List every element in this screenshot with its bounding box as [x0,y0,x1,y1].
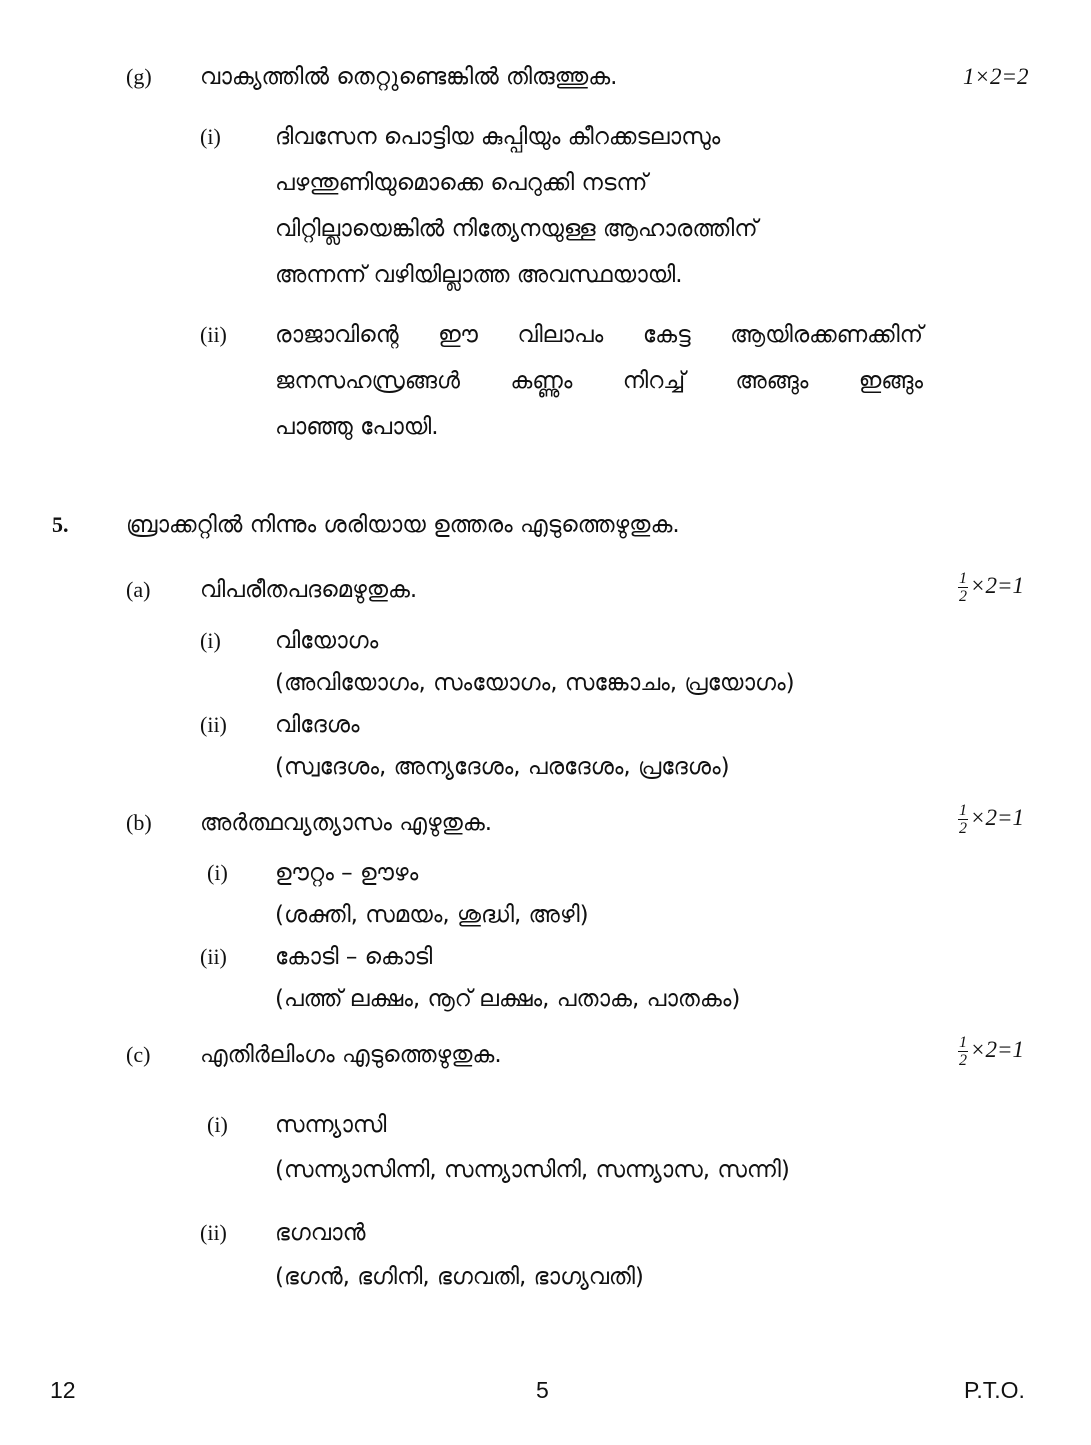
q5a-marks-denominator: 2 [959,588,967,605]
q5b-i-options: (ശക്തി, സമയം, ശുദ്ധി, അഴി) [275,902,589,928]
q5c-marks-numerator: 1 [959,1034,967,1051]
q5-number: 5. [52,512,69,537]
q5b-marks-numerator: 1 [959,802,967,819]
q4g-ii-label: (ii) [200,322,227,347]
q4g-marks: 1×2=2 [963,64,1029,89]
q5a-ii-word: വിദേശം [275,712,360,738]
q4g-ii-line-2: ജനസഹസ്രങ്ങൾ കണ്ണും നിറച്ച് അങ്ങും ഇങ്ങും [275,368,923,394]
q5b-i-word: ഊറ്റം – ഊഴം [275,860,419,886]
footer-code: 12 [50,1377,76,1403]
q5a-i-word: വിയോഗം [275,628,379,654]
q5c-i-options: (സന്ന്യാസിന്നി, സന്ന്യാസിനി, സന്ന്യാസ, സന്നി) [275,1157,790,1183]
q5a-marks-numerator: 1 [959,570,967,587]
q5c-instruction: എതിർലിംഗം എടുത്തെഴുതുക. [200,1042,502,1068]
q5b-i-label: (i) [207,860,228,885]
q5b-ii-options: (പത്ത് ലക്ഷം, നൂറ് ലക്ഷം, പതാക, പാതകം) [275,986,741,1012]
q5c-marks [958,1034,1024,1069]
q5a-marks-rest: ×2=1 [970,572,1025,598]
q4g-instruction: വാക്യത്തിൽ തെറ്റുണ്ടെങ്കിൽ തിരുത്തുക. [200,64,618,90]
q4g-i-line-4: അന്നന്ന് വഴിയില്ലാത്ത അവസ്ഥയായി. [275,262,683,288]
q5-instruction: ബ്രാക്കറ്റിൽ നിന്നും ശരിയായ ഉത്തരം എടുത്തെഴുതുക. [126,512,680,538]
q5b-instruction: അർത്ഥവ്യത്യാസം എഴുതുക. [200,810,493,836]
q4g-i-line-2: പഴന്തുണിയുമൊക്കെ പെറുക്കി നടന്ന് [275,170,648,196]
q5c-marks-denominator: 2 [959,1052,967,1069]
q5c-i-word: സന്ന്യാസി [275,1112,387,1138]
q4g-i-line-3: വിറ്റില്ലായെങ്കിൽ നിത്യേനയുള്ള ആഹാരത്തിന് [275,216,758,242]
q5b-ii-word: കോടി – കൊടി [275,944,433,970]
q5b-marks [958,802,1024,837]
q5c-i-label: (i) [207,1112,228,1137]
q5a-instruction: വിപരീതപദമെഴുതുക. [200,577,418,603]
q5b-ii-label: (ii) [200,944,227,969]
q5b-label: (b) [126,810,152,835]
q5c-ii-word: ഭഗവാൻ [275,1220,366,1246]
q5c-marks-rest: ×2=1 [970,1036,1025,1062]
q5b-marks-rest: ×2=1 [970,804,1025,830]
q5a-ii-options: (സ്വദേശം, അന്യദേശം, പരദേശം, പ്രദേശം) [275,754,730,780]
q5c-label: (c) [126,1042,151,1067]
q5a-marks [958,570,1024,605]
q5a-ii-label: (ii) [200,712,227,737]
footer-pto: P.T.O. [964,1377,1025,1403]
q5a-i-options: (അവിയോഗം, സംയോഗം, സങ്കോചം, പ്രയോഗം) [275,670,795,696]
page-number: 5 [536,1377,549,1403]
q5b-marks-denominator: 2 [959,820,967,837]
q4g-ii-line-1: രാജാവിന്റെ ഈ വിലാപം കേട്ട ആയിരക്കണക്കിന് [275,322,923,348]
q5a-label: (a) [126,577,151,602]
q4g-ii-line-3: പാഞ്ഞു പോയി. [275,414,439,440]
q4g-i-label: (i) [200,124,221,149]
q5a-i-label: (i) [200,628,221,653]
q5c-ii-label: (ii) [200,1220,227,1245]
q4g-i-line-1: ദിവസേന പൊട്ടിയ കുപ്പിയും കീറക്കടലാസും [275,124,721,150]
q4g-label: (g) [126,64,152,89]
q5c-ii-options: (ഭഗൻ, ഭഗിനി, ഭഗവതി, ഭാഗ്യവതി) [275,1264,644,1290]
